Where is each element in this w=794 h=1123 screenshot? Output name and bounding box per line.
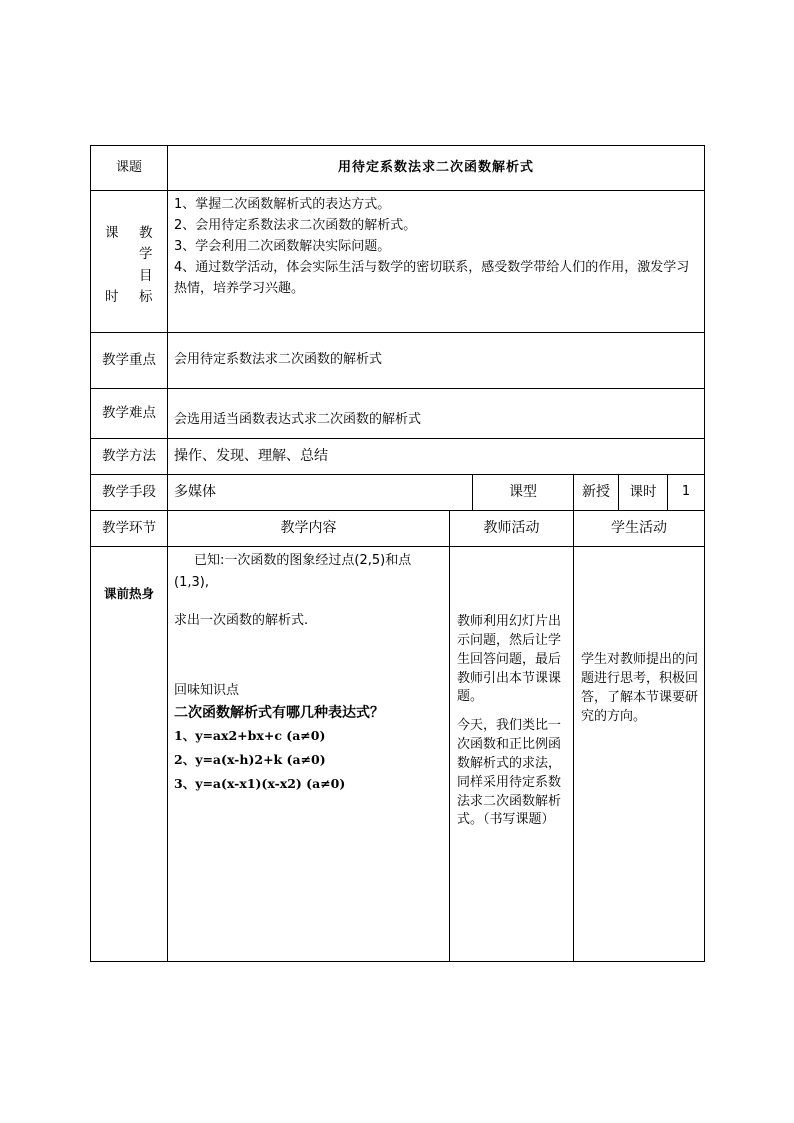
- topic-label: 课题: [91, 146, 168, 191]
- method-label: 教学方法: [91, 439, 168, 475]
- means-value: 多媒体: [168, 475, 473, 511]
- content-header: 教学内容: [168, 511, 450, 547]
- topic-title: 用待定系数法求二次函数解析式: [168, 146, 705, 191]
- teacher-paragraph: 教师利用幻灯片出示问题，然后让学生回答问题，最后教师引出本节课课题。: [457, 614, 562, 705]
- objective-item: 3、学会利用二次函数解决实际问题。: [174, 239, 391, 254]
- difficulty-label: 教学难点: [91, 389, 168, 439]
- objectives-label: [91, 191, 168, 333]
- warmup-task: 求出一次函数的解析式.: [174, 613, 309, 628]
- objectives-label-char: 课: [105, 225, 119, 241]
- teacher-paragraph: 今天，我们类比一次函数和正比例函数解析式的求法，同样采用待定系数法求二次函数解析式。（书写课题）: [457, 718, 562, 828]
- topic-row: [91, 146, 705, 191]
- objectives-row: [91, 191, 705, 333]
- objectives-label-char: 目: [139, 268, 153, 284]
- method-value: 操作、发现、理解、总结: [168, 439, 705, 475]
- objectives-label-char: 教: [139, 225, 153, 241]
- warmup-teacher: [450, 547, 574, 962]
- lesson-plan-table: [90, 145, 705, 962]
- difficulty-value: 会选用适当函数表达式求二次函数的解析式: [168, 389, 705, 439]
- warmup-stage: 课前热身: [91, 547, 168, 962]
- objective-item: 1、掌握二次函数解析式的表达方式。: [174, 197, 391, 212]
- formula-vertex: 2、y=a(x-h)2+k (a≠0): [174, 752, 326, 767]
- activity-header-row: [91, 511, 705, 547]
- objectives-label-char: 标: [139, 289, 153, 305]
- key-point-label: 教学重点: [91, 333, 168, 389]
- means-row: [91, 475, 705, 511]
- difficulty-row: [91, 389, 705, 439]
- method-row: [91, 439, 705, 475]
- warmup-problem: 已知:一次函数的图象经过点(2,5)和点(1,3),: [174, 553, 412, 590]
- warmup-content: [168, 547, 450, 962]
- class-hours-label: 课时: [619, 475, 668, 511]
- key-point-row: [91, 333, 705, 389]
- objectives-label-char: 学: [139, 246, 153, 262]
- warmup-student: 学生对教师提出的问题进行思考，积极回答，了解本节课要研究的方向。: [574, 547, 705, 962]
- means-label: 教学手段: [91, 475, 168, 511]
- class-hours-value: 1: [668, 475, 705, 511]
- objectives-label-char: 时: [105, 289, 119, 305]
- key-point-value: 会用待定系数法求二次函数的解析式: [168, 333, 705, 389]
- formula-general: 1、y=ax2+bx+c (a≠0): [174, 728, 326, 743]
- student-header: 学生活动: [574, 511, 705, 547]
- objective-item: 2、会用待定系数法求二次函数的解析式。: [174, 218, 417, 233]
- stage-header: 教学环节: [91, 511, 168, 547]
- formula-intercept: 3、y=a(x-x1)(x-x2) (a≠0): [174, 776, 346, 791]
- warmup-row: [91, 547, 705, 962]
- teacher-header: 教师活动: [450, 511, 574, 547]
- objectives-list: [168, 191, 705, 333]
- lesson-type-value: 新授: [574, 475, 619, 511]
- review-label: 回味知识点: [174, 683, 240, 698]
- objective-item: 4、通过数学活动，体会实际生活与数学的密切联系，感受数学带给人们的作用，激发学习热情，培养学习兴趣。: [174, 260, 690, 296]
- lesson-type-label: 课型: [473, 475, 574, 511]
- review-question: 二次函数解析式有哪几种表达式？: [174, 705, 384, 721]
